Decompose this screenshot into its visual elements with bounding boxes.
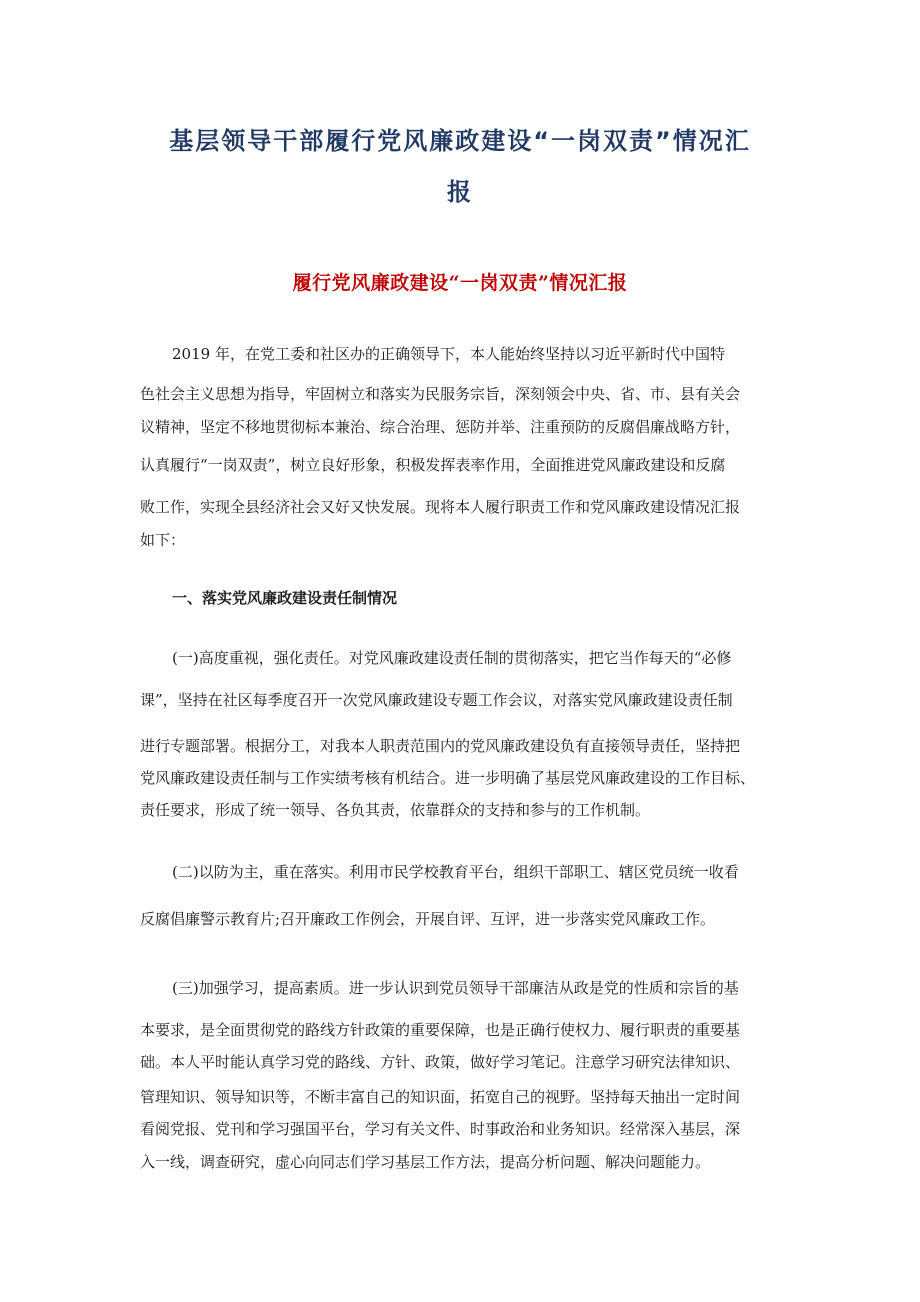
paragraph-line: 责任要求，形成了统一领导、各负其责，依靠群众的支持和参与的工作机制。 [140,801,651,819]
intro-line: 败工作，实现全县经济社会又好又快发展。现将本人履行职责工作和党风廉政建设情况汇报 [140,498,741,516]
paragraph-line: 课”，坚持在社区每季度召开一次党风廉政建设专题工作会议，对落实党风廉政建设责任制 [140,691,733,709]
paragraph-line: 反腐倡廉警示教育片;召开廉政工作例会，开展自评、互评，进一步落实党风廉政工作。 [140,910,716,928]
paragraph-line: 入一线，调查研究，虚心向同志们学习基层工作方法，提高分析问题、解决问题能力。 [140,1153,711,1171]
document-title-line-1: 基层领导干部履行党风廉政建设“一岗双责”情况汇 [169,127,751,155]
intro-line: 色社会主义思想为指导，牢固树立和落实为民服务宗旨，深刻领会中央、省、市、县有关会 [140,385,741,403]
paragraph-line: 本要求，是全面贯彻党的路线方针政策的重要保障，也是正确行使权力、履行职责的重要基 [140,1021,741,1039]
paragraph-line: (二)以防为主，重在落实。利用市民学校教育平台，组织干部职工、辖区党员统一收看 [172,863,739,881]
paragraph-line: 党风廉政建设责任制与工作实绩考核有机结合。进一步明确了基层党风廉政建设的工作目标、 [140,769,756,787]
paragraph-line: 础。本人平时能认真学习党的路线、方针、政策，做好学习笔记。注意学习研究法律知识、 [140,1053,741,1071]
paragraph-line: (三)加强学习，提高素质。进一步认识到党员领导干部廉洁从政是党的性质和宗旨的基 [172,979,739,997]
paragraph-line: 进行专题部署。根据分工，对我本人职责范围内的党风廉政建设负有直接领导责任，坚持把 [140,737,741,755]
report-subtitle: 履行党风廉政建设“一岗双责”情况汇报 [292,272,628,294]
intro-line: 议精神，坚定不移地贯彻标本兼治、综合治理、惩防并举、注重预防的反腐倡廉战略方针， [140,418,741,436]
section-heading: 一、落实党风廉政建设责任制情况 [172,589,398,607]
paragraph-line: 管理知识、领导知识等，不断丰富自己的知识面，拓宽自己的视野。坚持每天抽出一定时间 [140,1088,741,1106]
intro-line: 认真履行“一岗双责”，树立良好形象，积极发挥表率作用，全面推进党风廉政建设和反腐 [140,456,726,474]
paragraph-line: (一)高度重视，强化责任。对党风廉政建设责任制的贯彻落实，把它当作每天的“必修 [172,649,732,667]
intro-line: 如下： [140,531,186,549]
document-title-line-2: 报 [447,178,473,206]
paragraph-line: 看阅党报、党刊和学习强国平台，学习有关文件、时事政治和业务知识。经常深入基层，深 [140,1120,741,1138]
intro-line: 2019 年，在党工委和社区办的正确领导下，本人能始终坚持以习近平新时代中国特 [172,345,725,363]
